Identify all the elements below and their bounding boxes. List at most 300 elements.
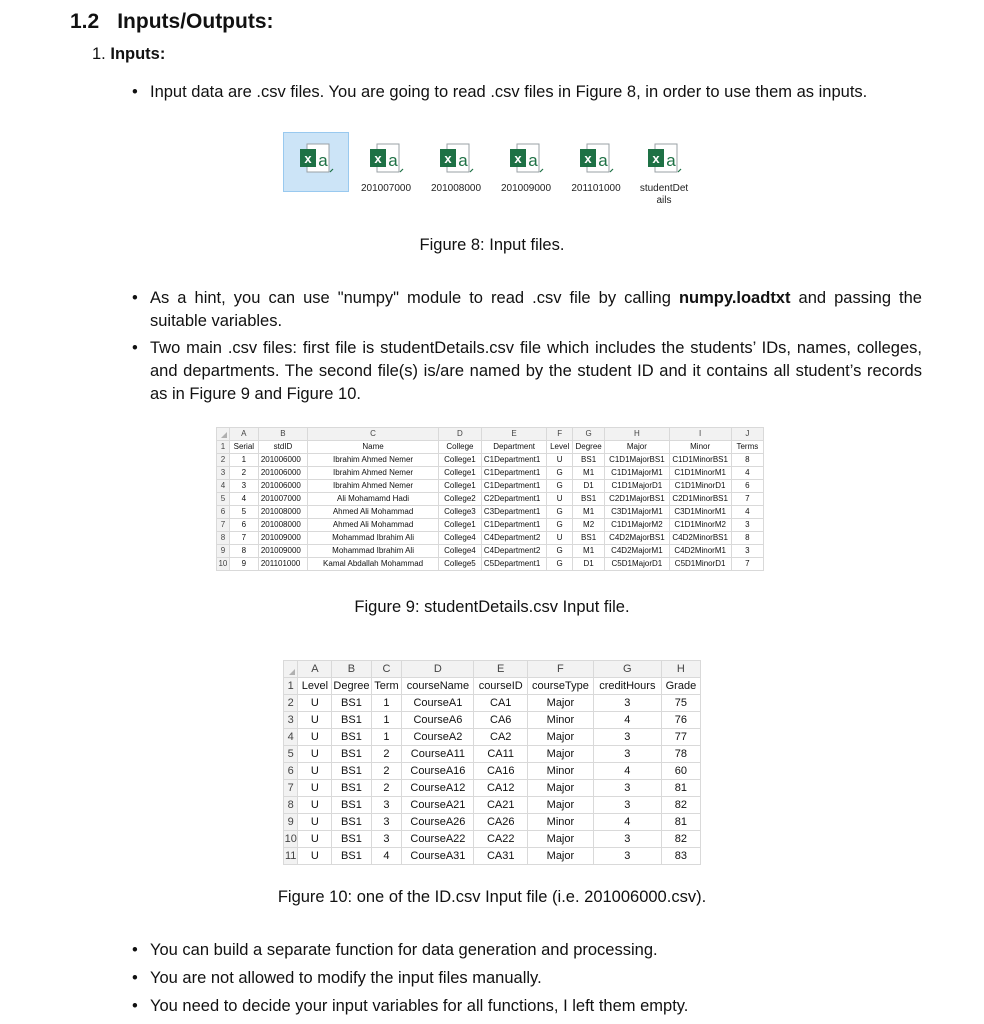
file-label: 201008000 (430, 183, 482, 194)
bullet-text: You can build a separate function for data generation and processing. (150, 941, 658, 959)
table-cell[interactable]: Major (527, 797, 593, 814)
table-cell[interactable]: CourseA16 (402, 763, 474, 780)
header-cell[interactable]: Minor (669, 441, 731, 454)
table-cell[interactable]: CA22 (474, 831, 528, 848)
row-number[interactable]: 2 (217, 454, 230, 467)
header-cell[interactable]: Level (298, 678, 332, 695)
table-cell[interactable]: 1 (371, 712, 402, 729)
bullet-dot: • (132, 289, 138, 307)
column-letter[interactable]: C (308, 428, 439, 441)
table-cell[interactable]: 201009000 (258, 532, 307, 545)
table-row (284, 712, 701, 729)
table-cell[interactable]: U (298, 797, 332, 814)
table-cell[interactable]: College4 (438, 532, 481, 545)
section-title (70, 10, 274, 34)
file-icon-box (493, 132, 559, 192)
table-cell[interactable]: CA12 (474, 780, 528, 797)
table-cell[interactable]: CA6 (474, 712, 528, 729)
svg-text:x: x (514, 151, 522, 166)
table-cell[interactable]: 7 (731, 493, 763, 506)
bullet-dot: • (132, 969, 138, 987)
column-letter[interactable]: B (258, 428, 307, 441)
bullet-text: You are not allowed to modify the input files manually. (150, 969, 542, 987)
header-cell[interactable]: courseID (474, 678, 528, 695)
bullet-dot: • (132, 941, 138, 959)
row-number[interactable]: 8 (284, 797, 298, 814)
svg-text:x: x (652, 151, 660, 166)
header-cell[interactable]: College (438, 441, 481, 454)
excel-csv-icon (367, 138, 405, 178)
table-cell[interactable]: BS1 (332, 814, 371, 831)
table-cell[interactable]: G (547, 558, 573, 571)
svg-text:a: a (598, 151, 608, 170)
table-cell[interactable]: CourseA1 (402, 695, 474, 712)
table-cell[interactable]: BS1 (573, 493, 605, 506)
row-number[interactable]: 3 (284, 712, 298, 729)
table-cell[interactable]: 1 (371, 729, 402, 746)
bullet-text: You need to decide your input variables for all functions, I left them empty. (150, 997, 689, 1015)
header-cell[interactable]: creditHours (593, 678, 661, 695)
svg-text:x: x (304, 151, 312, 166)
bullet-separate-function (132, 939, 922, 962)
row-number[interactable]: 1 (284, 678, 298, 695)
table-cell[interactable]: 4 (593, 814, 661, 831)
table-cell[interactable]: CourseA26 (402, 814, 474, 831)
table-cell[interactable]: G (547, 467, 573, 480)
table-cell[interactable]: U (298, 763, 332, 780)
file-label: 201101000 (571, 183, 621, 194)
table-cell[interactable]: 201101000 (258, 558, 307, 571)
header-cell[interactable]: Grade (661, 678, 700, 695)
table-cell[interactable]: CA21 (474, 797, 528, 814)
table-cell[interactable]: 2 (229, 467, 258, 480)
svg-text:a: a (528, 151, 538, 170)
column-letter[interactable]: D (438, 428, 481, 441)
table-cell[interactable]: 3 (731, 519, 763, 532)
table-cell[interactable]: C2D1MinorBS1 (669, 493, 731, 506)
select-all-corner[interactable] (217, 428, 230, 441)
table-cell[interactable]: C4D2MajorBS1 (605, 532, 669, 545)
column-letter[interactable]: A (229, 428, 258, 441)
table-cell[interactable]: BS1 (332, 797, 371, 814)
table-cell[interactable]: C1D1MinorM2 (669, 519, 731, 532)
table-cell[interactable]: 201008000 (258, 519, 307, 532)
bullet-dot: • (132, 83, 138, 101)
file-icon-box (283, 132, 349, 192)
file-label: studentDet ails (639, 183, 689, 206)
svg-text:a: a (388, 151, 398, 170)
table-cell[interactable]: 8 (731, 454, 763, 467)
table-cell[interactable]: G (547, 480, 573, 493)
table-cell[interactable]: U (298, 695, 332, 712)
table-row (217, 506, 764, 519)
table-cell[interactable]: Mohammad Ibrahim Ali (308, 545, 439, 558)
table-cell[interactable]: U (547, 454, 573, 467)
figure-8-caption: Figure 8: Input files. (419, 236, 565, 254)
excel-csv-icon (645, 138, 683, 178)
row-number[interactable]: 4 (284, 729, 298, 746)
table-cell[interactable]: C2D1MajorBS1 (605, 493, 669, 506)
table-cell[interactable]: U (298, 712, 332, 729)
row-number[interactable]: 6 (217, 506, 230, 519)
table-cell[interactable]: 201008000 (258, 506, 307, 519)
file-icon-box (423, 132, 489, 192)
table-cell[interactable]: 4 (593, 712, 661, 729)
column-letter[interactable]: H (605, 428, 669, 441)
table-cell[interactable]: C1D1MinorD1 (669, 480, 731, 493)
table-cell[interactable]: 77 (661, 729, 700, 746)
table-cell[interactable]: M2 (573, 519, 605, 532)
table-cell[interactable]: 75 (661, 695, 700, 712)
subsection-heading: Inputs: (110, 45, 166, 63)
svg-text:x: x (444, 151, 452, 166)
column-letter[interactable]: G (573, 428, 605, 441)
table-cell[interactable]: Ibrahim Ahmed Nemer (308, 480, 439, 493)
excel-csv-icon (437, 138, 475, 178)
table-cell[interactable]: 201007000 (258, 493, 307, 506)
table-row (217, 545, 764, 558)
table-cell[interactable]: 3 (371, 797, 402, 814)
column-letter[interactable]: A (298, 661, 332, 678)
column-letter[interactable]: C (371, 661, 402, 678)
table-cell[interactable]: C1Department1 (481, 480, 546, 493)
header-cell[interactable]: Name (308, 441, 439, 454)
table-cell[interactable]: U (298, 848, 332, 865)
bullet-hint (132, 287, 922, 333)
table-cell[interactable]: 76 (661, 712, 700, 729)
table-cell[interactable]: M1 (573, 467, 605, 480)
row-number[interactable]: 9 (217, 545, 230, 558)
table-cell[interactable]: C1D1MinorBS1 (669, 454, 731, 467)
column-letter-row (217, 428, 764, 441)
table-cell[interactable]: 3 (593, 848, 661, 865)
table-row (217, 467, 764, 480)
table-cell[interactable]: C4D2MajorM1 (605, 545, 669, 558)
table-cell[interactable]: C1D1MajorD1 (605, 480, 669, 493)
figure-8-files (283, 132, 703, 212)
table-cell[interactable]: 81 (661, 814, 700, 831)
table-cell[interactable]: 3 (593, 729, 661, 746)
table-cell[interactable]: 81 (661, 780, 700, 797)
table-cell[interactable]: 3 (229, 480, 258, 493)
table-cell[interactable]: College2 (438, 493, 481, 506)
table-cell[interactable]: BS1 (332, 831, 371, 848)
table-cell[interactable]: Ali Mohamamd Hadi (308, 493, 439, 506)
table-cell[interactable]: BS1 (332, 712, 371, 729)
table-cell[interactable]: 7 (229, 532, 258, 545)
file-label: 201009000 (500, 183, 552, 194)
table-cell[interactable]: 201009000 (258, 545, 307, 558)
table-cell[interactable]: C1Department1 (481, 467, 546, 480)
table-cell[interactable]: BS1 (332, 763, 371, 780)
header-cell[interactable]: courseName (402, 678, 474, 695)
table-cell[interactable]: 82 (661, 797, 700, 814)
table-cell[interactable]: 4 (229, 493, 258, 506)
column-letter[interactable]: B (332, 661, 371, 678)
table-cell[interactable]: C5Department1 (481, 558, 546, 571)
table-cell[interactable]: Ahmed Ali Mohammad (308, 506, 439, 519)
table-cell[interactable]: 7 (731, 558, 763, 571)
svg-text:a: a (458, 151, 468, 170)
table-cell[interactable]: 201006000 (258, 467, 307, 480)
table-cell[interactable]: Major (527, 831, 593, 848)
table-cell[interactable]: 4 (593, 763, 661, 780)
column-letter[interactable]: E (474, 661, 528, 678)
table-cell[interactable]: C3D1MinorM1 (669, 506, 731, 519)
table-row (217, 480, 764, 493)
figure-10-caption: Figure 10: one of the ID.csv Input file (i.e. 201006000.csv). (277, 888, 707, 906)
column-letter[interactable]: D (402, 661, 474, 678)
table-cell[interactable]: U (547, 532, 573, 545)
table-cell[interactable]: Mohammad Ibrahim Ali (308, 532, 439, 545)
table-cell[interactable]: U (298, 729, 332, 746)
table-cell[interactable]: 3 (731, 545, 763, 558)
header-cell[interactable]: Term (371, 678, 402, 695)
table-row (217, 493, 764, 506)
table-cell[interactable]: CourseA11 (402, 746, 474, 763)
table-cell[interactable]: U (298, 814, 332, 831)
header-cell[interactable]: Major (605, 441, 669, 454)
subsection-title (92, 45, 165, 64)
table-cell[interactable]: M1 (573, 506, 605, 519)
svg-text:a: a (666, 151, 676, 170)
file-item[interactable] (631, 132, 697, 207)
table-cell[interactable]: Major (527, 729, 593, 746)
column-letter[interactable]: F (547, 428, 573, 441)
row-number[interactable]: 4 (217, 480, 230, 493)
row-number[interactable]: 8 (217, 532, 230, 545)
table-header-row (284, 678, 701, 695)
table-cell[interactable]: 3 (593, 797, 661, 814)
table-cell[interactable]: C1Department1 (481, 454, 546, 467)
header-cell[interactable]: Degree (573, 441, 605, 454)
table-cell[interactable]: 8 (731, 532, 763, 545)
table-cell[interactable]: CA1 (474, 695, 528, 712)
table-cell[interactable]: 3 (593, 831, 661, 848)
table-cell[interactable]: G (547, 519, 573, 532)
table-cell[interactable]: G (547, 545, 573, 558)
bullet-text: Input data are .csv files. You are going to read .csv files in Figure 8, in order to use them as inputs. (150, 83, 868, 101)
table-cell[interactable]: G (547, 506, 573, 519)
table-cell[interactable]: Major (527, 848, 593, 865)
bullet-dot: • (132, 339, 138, 357)
table-cell[interactable]: 2 (371, 780, 402, 797)
row-number[interactable]: 11 (284, 848, 298, 865)
column-letter[interactable]: I (669, 428, 731, 441)
table-row (284, 695, 701, 712)
table-cell[interactable]: C4Department2 (481, 532, 546, 545)
table-cell[interactable]: Minor (527, 712, 593, 729)
table-cell[interactable]: Minor (527, 814, 593, 831)
table-cell[interactable]: Ahmed Ali Mohammad (308, 519, 439, 532)
table-cell[interactable]: Ibrahim Ahmed Nemer (308, 454, 439, 467)
table-cell[interactable]: 2 (371, 746, 402, 763)
header-cell[interactable]: Terms (731, 441, 763, 454)
table-cell[interactable]: 6 (731, 480, 763, 493)
table-cell[interactable]: C1D1MinorM1 (669, 467, 731, 480)
table-cell[interactable]: 201006000 (258, 454, 307, 467)
table-cell[interactable]: 3 (593, 695, 661, 712)
table-cell[interactable]: D1 (573, 480, 605, 493)
table-cell[interactable]: C3Department1 (481, 506, 546, 519)
row-number[interactable]: 10 (284, 831, 298, 848)
table-cell[interactable]: C5D1MinorD1 (669, 558, 731, 571)
table-cell[interactable]: 3 (371, 814, 402, 831)
table-cell[interactable]: 4 (371, 848, 402, 865)
table-cell[interactable]: BS1 (573, 454, 605, 467)
table-cell[interactable]: 83 (661, 848, 700, 865)
table-cell[interactable]: 201006000 (258, 480, 307, 493)
table-cell[interactable]: C3D1MajorM1 (605, 506, 669, 519)
table-cell[interactable]: College1 (438, 467, 481, 480)
svg-text:x: x (374, 151, 382, 166)
table-header-row (217, 441, 764, 454)
table-cell[interactable]: U (298, 780, 332, 797)
table-cell[interactable]: BS1 (332, 848, 371, 865)
table-cell[interactable]: U (298, 831, 332, 848)
table-cell[interactable]: CourseA2 (402, 729, 474, 746)
table-cell[interactable]: College1 (438, 480, 481, 493)
table-cell[interactable]: BS1 (332, 729, 371, 746)
table-cell[interactable]: CourseA22 (402, 831, 474, 848)
table-cell[interactable]: 3 (593, 746, 661, 763)
table-cell[interactable]: 2 (371, 763, 402, 780)
section-heading: Inputs/Outputs: (117, 10, 274, 33)
table-cell[interactable]: CA16 (474, 763, 528, 780)
excel-csv-icon (577, 138, 615, 178)
table-cell[interactable]: CourseA21 (402, 797, 474, 814)
table-cell[interactable]: M1 (573, 545, 605, 558)
table-cell[interactable]: College3 (438, 506, 481, 519)
table-row (284, 780, 701, 797)
table-cell[interactable]: BS1 (332, 746, 371, 763)
row-number[interactable]: 5 (217, 493, 230, 506)
table-row (217, 532, 764, 545)
table-cell[interactable]: C1D1MajorM1 (605, 467, 669, 480)
file-item[interactable] (353, 132, 419, 195)
row-number[interactable]: 5 (284, 746, 298, 763)
table-cell[interactable]: CA11 (474, 746, 528, 763)
table-cell[interactable]: College5 (438, 558, 481, 571)
row-number[interactable]: 2 (284, 695, 298, 712)
column-letter[interactable]: J (731, 428, 763, 441)
table-cell[interactable]: C1Department1 (481, 519, 546, 532)
table-cell[interactable]: Minor (527, 763, 593, 780)
row-number[interactable]: 6 (284, 763, 298, 780)
table-cell[interactable]: Major (527, 695, 593, 712)
table-row (217, 558, 764, 571)
table-cell[interactable]: Major (527, 746, 593, 763)
column-letter[interactable]: H (661, 661, 700, 678)
table-row (284, 797, 701, 814)
row-number[interactable]: 7 (284, 780, 298, 797)
table-cell[interactable]: C4D2MinorBS1 (669, 532, 731, 545)
column-letter[interactable]: F (527, 661, 593, 678)
table-cell[interactable]: 6 (229, 519, 258, 532)
file-item[interactable] (493, 132, 559, 195)
table-cell[interactable]: C4D2MinorM1 (669, 545, 731, 558)
table-cell[interactable]: C2Department1 (481, 493, 546, 506)
row-number[interactable]: 10 (217, 558, 230, 571)
column-letter[interactable]: E (481, 428, 546, 441)
table-cell[interactable]: 3 (371, 831, 402, 848)
table-cell[interactable]: C4Department2 (481, 545, 546, 558)
table-cell[interactable]: Kamal Abdallah Mohammad (308, 558, 439, 571)
table-cell[interactable]: 8 (229, 545, 258, 558)
table-cell[interactable]: C5D1MajorD1 (605, 558, 669, 571)
excel-csv-icon (297, 138, 335, 178)
table-cell[interactable]: C1D1MajorBS1 (605, 454, 669, 467)
file-icon-box (353, 132, 419, 192)
excel-csv-icon (507, 138, 545, 178)
table-cell[interactable]: CA26 (474, 814, 528, 831)
header-cell[interactable]: courseType (527, 678, 593, 695)
bullet-two-files (132, 337, 922, 406)
header-cell[interactable]: Serial (229, 441, 258, 454)
header-cell[interactable]: Level (547, 441, 573, 454)
table-cell[interactable]: CourseA31 (402, 848, 474, 865)
table-cell[interactable]: 1 (229, 454, 258, 467)
header-cell[interactable]: Department (481, 441, 546, 454)
table-cell[interactable]: 78 (661, 746, 700, 763)
row-number[interactable]: 3 (217, 467, 230, 480)
table-cell[interactable]: 82 (661, 831, 700, 848)
table-cell[interactable]: BS1 (332, 695, 371, 712)
table-cell[interactable]: College4 (438, 545, 481, 558)
select-all-corner[interactable] (284, 661, 298, 678)
svg-text:x: x (584, 151, 592, 166)
row-number[interactable]: 9 (284, 814, 298, 831)
column-letter[interactable]: G (593, 661, 661, 678)
table-cell[interactable]: 60 (661, 763, 700, 780)
table-cell[interactable]: CourseA6 (402, 712, 474, 729)
table-cell[interactable]: D1 (573, 558, 605, 571)
id-file-table (283, 660, 701, 865)
table-cell[interactable]: CourseA12 (402, 780, 474, 797)
table-cell[interactable]: College1 (438, 454, 481, 467)
file-item[interactable] (423, 132, 489, 195)
bullet-dot: • (132, 997, 138, 1015)
row-number[interactable]: 7 (217, 519, 230, 532)
table-row (284, 831, 701, 848)
table-cell[interactable]: U (547, 493, 573, 506)
table-cell[interactable]: 3 (593, 780, 661, 797)
table-cell[interactable]: C1D1MajorM2 (605, 519, 669, 532)
table-cell[interactable]: CA31 (474, 848, 528, 865)
table-cell[interactable]: 9 (229, 558, 258, 571)
file-icon-box (563, 132, 629, 192)
header-cell[interactable]: Degree (332, 678, 371, 695)
file-item[interactable] (563, 132, 629, 195)
hint-before: As a hint, you can use "numpy" module to read .csv file by calling (150, 289, 679, 307)
table-cell[interactable]: Ibrahim Ahmed Nemer (308, 467, 439, 480)
table-cell[interactable]: College1 (438, 519, 481, 532)
table-cell[interactable]: 5 (229, 506, 258, 519)
table-cell[interactable]: Major (527, 780, 593, 797)
row-number[interactable]: 1 (217, 441, 230, 454)
table-cell[interactable]: BS1 (573, 532, 605, 545)
file-item[interactable] (283, 132, 349, 195)
table-cell[interactable]: 4 (731, 506, 763, 519)
table-cell[interactable]: 1 (371, 695, 402, 712)
table-row (284, 746, 701, 763)
bullet-text: Two main .csv files: first file is studentDetails.csv file which includes the students’ IDs, names, colleges, and departments. The second file(s) is/are named by the student ID and it contains all student’s records as in Figure 9 and Figure 10. (150, 339, 922, 403)
table-cell[interactable]: BS1 (332, 780, 371, 797)
header-cell[interactable]: stdID (258, 441, 307, 454)
table-cell[interactable]: 4 (731, 467, 763, 480)
table-cell[interactable]: CA2 (474, 729, 528, 746)
table-cell[interactable]: U (298, 746, 332, 763)
